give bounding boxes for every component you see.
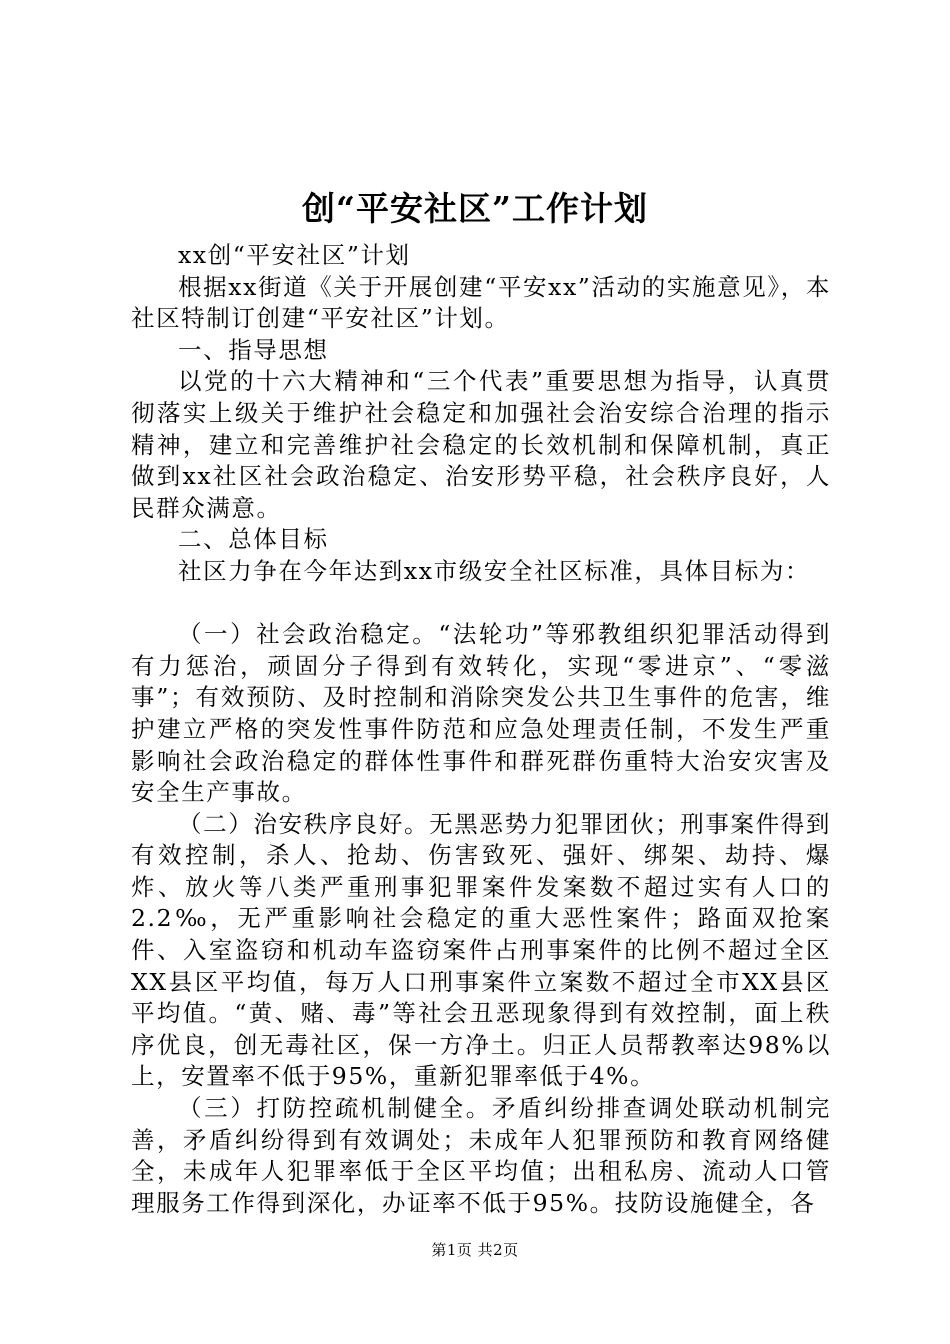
paragraph-goal-prevention-mechanism: （三）打防控疏机制健全。矛盾纠纷排查调处联动机制完善，矛盾纠纷得到有效调处；未成年人犯罪预防和教育网络健全，未成年人犯罪率低于全区平均值；出租私房、流动人口管理服务工作得到深化，办证率不低于95%。技防设施健全，各 (131, 1094, 831, 1217)
section-heading-guiding-thought: 一、指导思想 (178, 335, 329, 364)
paragraph-plan-name: xx创“平安社区”计划 (178, 241, 411, 269)
paragraph-overall-goal: 社区力争在今年达到xx市级安全社区标准，具体目标为： (178, 556, 811, 585)
paragraph-guiding-thought: 以党的十六大精神和“三个代表”重要思想为指导，认真贯彻落实上级关于维护社会稳定和加强社会治安综合治理的指示精神，建立和完善维护社会稳定的长效机制和保障机制，真正做到xx社区社会政治稳定、治安形势平稳，社会秩序良好，人民群众满意。 (131, 367, 831, 522)
document-title: 创“平安社区”工作计划 (302, 189, 648, 228)
paragraph-goal-political-stability: （一）社会政治稳定。“法轮功”等邪教组织犯罪活动得到有力惩治，顽固分子得到有效转化，实现“零进京”、“零滋事”；有效预防、及时控制和消除突发公共卫生事件的危害，维护建立严格的突发性事件防范和应急处理责任制，不发生严重影响社会政治稳定的群体性事件和群死群伤重特大治安灾害及安全生产事故。 (131, 620, 831, 807)
document-body (131, 240, 831, 1219)
paragraph-intro: 根据xx街道《关于开展创建“平安xx”活动的实施意见》，本社区特制订创建“平安社区”计划。 (131, 272, 831, 333)
section-heading-overall-goal: 二、总体目标 (178, 525, 329, 554)
page-number-footer: 第1页 共2页 (431, 1241, 519, 1259)
paragraph-goal-public-order: （二）治安秩序良好。无黑恶势力犯罪团伙；刑事案件得到有效控制，杀人、抢劫、伤害致死、强奸、绑架、劫持、爆炸、放火等八类严重刑事犯罪案件发案数不超过实有人口的2.2‰，无严重影响社会稳定的重大恶性案件；路面双抢案件、入室盗窃和机动车盗窃案件占刑事案件的比例不超过全区XX县区平均值，每万人口刑事案件立案数不超过全市XX县区平均值。“黄、赌、毒”等社会丑恶现象得到有效控制，面上秩序优良，创无毒社区，保一方净土。归正人员帮教率达98%以上，安置率不低于95%，重新犯罪率低于4%。 (131, 809, 831, 1091)
